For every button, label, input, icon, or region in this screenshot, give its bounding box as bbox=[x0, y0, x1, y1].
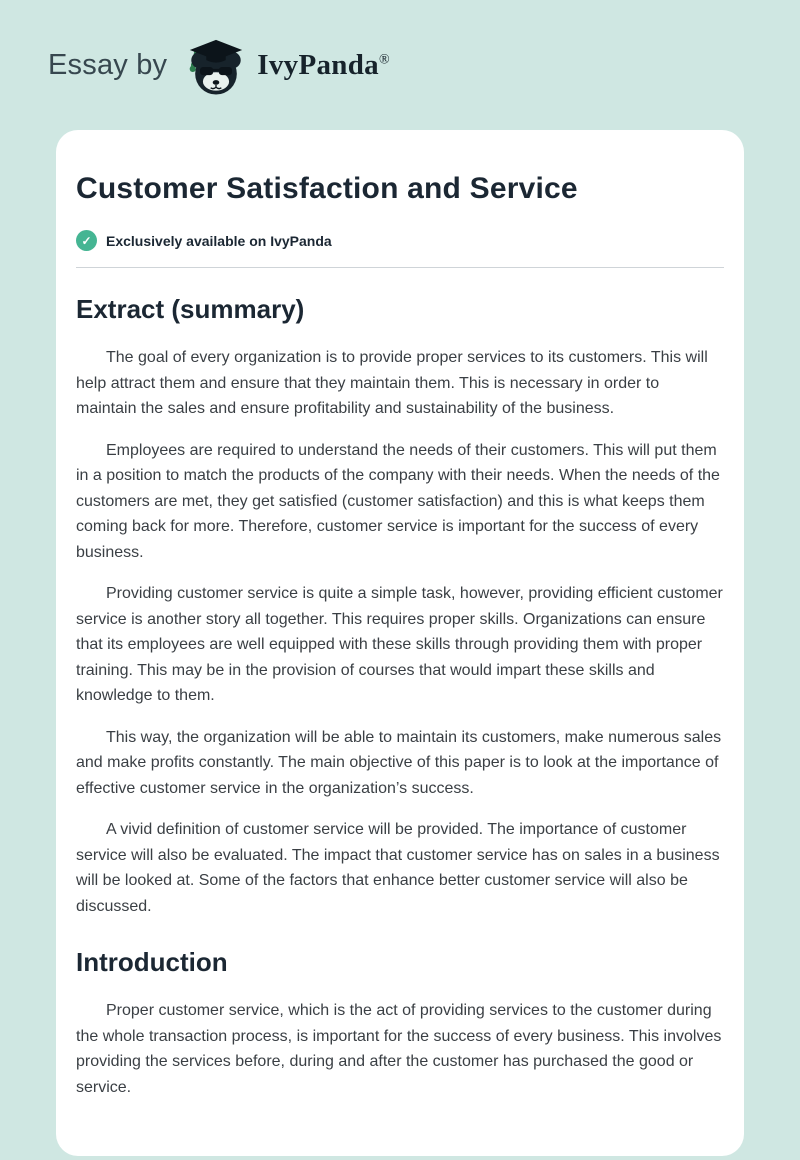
divider bbox=[76, 267, 724, 268]
panda-logo-icon bbox=[185, 34, 247, 96]
essay-card bbox=[56, 130, 744, 1156]
brand-logo[interactable] bbox=[185, 34, 390, 96]
site-header bbox=[0, 0, 800, 130]
essay-by-label: Essay by bbox=[48, 48, 168, 81]
check-icon: ✓ bbox=[76, 230, 97, 251]
paragraph: This way, the organization will be able to maintain its customers, make numerous sales and make profits constantly. The main objective of this paper is to look at the importance of effective customer service in the organization’s success. bbox=[76, 728, 722, 797]
availability-label: Exclusively available on IvyPanda bbox=[106, 232, 332, 249]
section-heading-extract: Extract (summary) bbox=[76, 294, 305, 324]
availability-badge bbox=[76, 230, 724, 251]
registered-mark: ® bbox=[378, 51, 390, 67]
paragraph: Providing customer service is quite a simple task, however, providing efficient customer service is another story all together. This requires proper skills. Organizations can ensure that its employees are well equipped with these skills through providing them with proper training. This may be in the provision of courses that would impart these skills and knowledge to them. bbox=[76, 585, 723, 704]
brand-name: IvyPanda® bbox=[257, 48, 390, 81]
paragraph: Employees are required to understand the needs of their customers. This will put them in a position to match the products of the company with their needs. When the needs of the customers are met, they get satisfied (customer satisfaction) and this is what keeps them coming back for more. Therefore, customer service is important for the success of every business. bbox=[76, 441, 720, 561]
page-title: Customer Satisfaction and Service bbox=[76, 172, 578, 205]
paragraph: A vivid definition of customer service will be provided. The importance of customer service will also be evaluated. The impact that customer service has on sales in a business will be looked at. Some of the factors that enhance better customer service will also be discussed. bbox=[76, 821, 720, 915]
paragraph: Proper customer service, which is the act of providing services to the customer during the whole transaction process, is important for the success of every business. This involves providing the services before, during and after the customer has purchased the good or service. bbox=[76, 1002, 722, 1096]
section-heading-introduction: Introduction bbox=[76, 947, 228, 977]
paragraph: The goal of every organization is to provide proper services to its customers. This will help attract them and ensure that they maintain them. This is necessary in order to maintain the sales and ensure profitability and sustainability of the business. bbox=[76, 349, 708, 417]
